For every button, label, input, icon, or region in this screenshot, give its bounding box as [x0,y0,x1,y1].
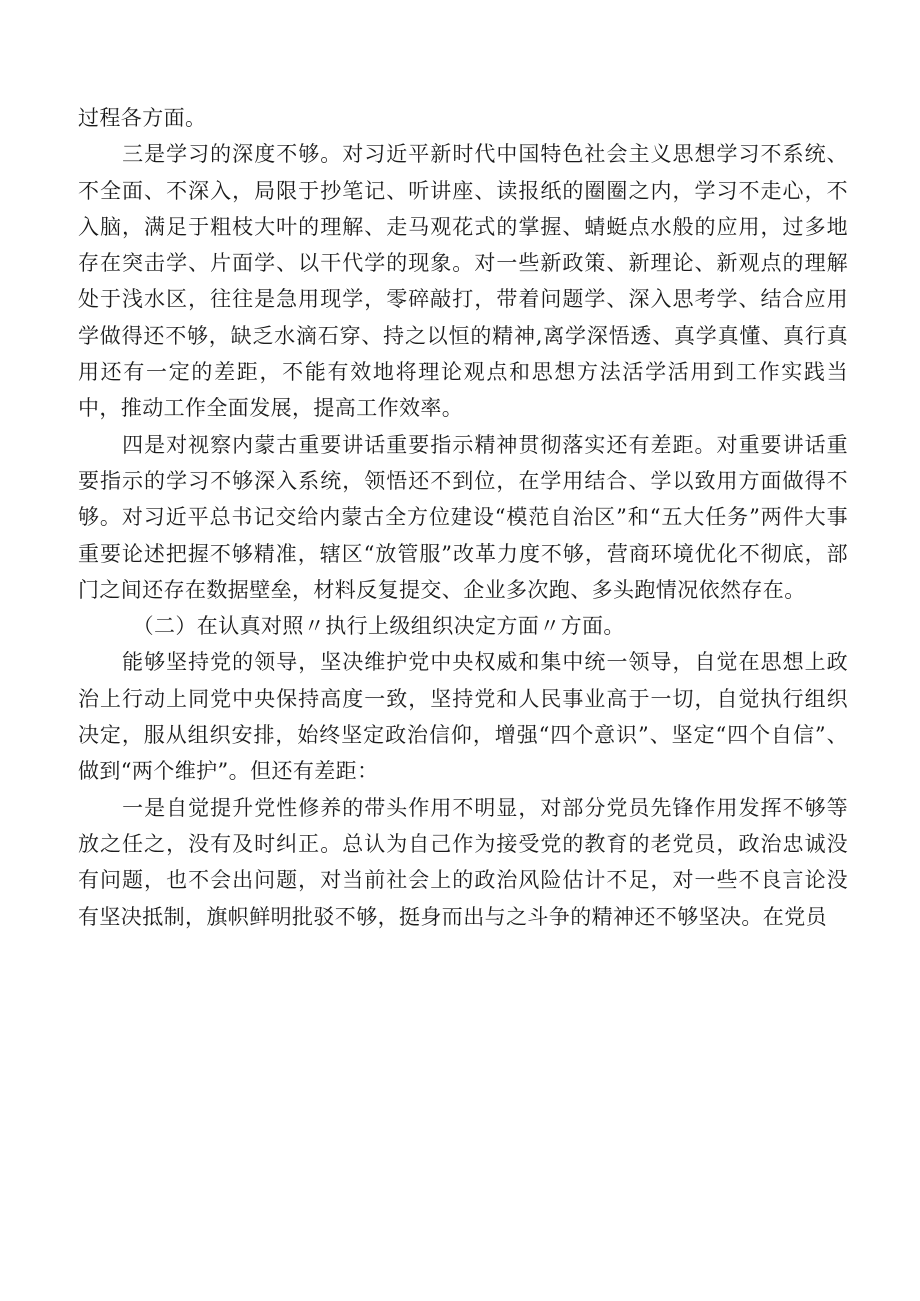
paragraph-inner-mongolia: 四是对视察内蒙古重要讲话重要指示精神贯彻落实还有差距。对重要讲话重要指示的学习不够深入系统，领悟还不到位，在学用结合、学以致用方面做得不够。对习近平总书记交给内蒙古全方位建设“模范自治区”和“五大任务”两件大事重要论述把握不够精准，辖区“放管服”改革力度不够，营商环境优化不彻底，部门之间还存在数据壁垒，材料反复提交、企业多次跑、多头跑情况依然存在。 [78,432,848,602]
section-heading-two: （二）在认真对照〃执行上级组织决定方面〃方面。 [132,614,625,639]
paragraph-continuation: 过程各方面。 [78,106,207,130]
paragraph-party-spirit: 一是自觉提升党性修养的带头作用不明显，对部分党员先锋作用发挥不够等放之任之，没有及时纠正。总认为自己作为接受党的教育的老党员，政治忠诚没有问题，也不会出问题，对当前社会上的政治风险估计不足，对一些不良言论没有坚决抵制，旗帜鲜明批驳不够，挺身而出与之斗争的精神还不够坚决。在党员 [78,795,848,929]
paragraph-study-depth: 三是学习的深度不够。对习近平新时代中国特色社会主义思想学习不系统、不全面、不深入，局限于抄笔记、听讲座、读报纸的圈圈之内，学习不走心，不入脑，满足于粗枝大叶的理解、走马观花式的掌握、蜻蜓点水般的应用，过多地存在突击学、片面学、以干代学的现象。对一些新政策、新理论、新观点的理解处于浅水区，往往是急用现学，零碎敲打，带着问题学、深入思考学、结合应用学做得还不够，缺乏水滴石穿、持之以恒的精神,离学深悟透、真学真懂、真行真用还有一定的差距，不能有效地将理论观点和思想方法活学活用到工作实践当中，推动工作全面发展，提高工作效率。 [78,142,848,421]
document-page [78,100,848,935]
paragraph-party-leadership: 能够坚持党的领导，坚决维护党中央权威和集中统一领导，自觉在思想上政治上行动上同党中央保持高度一致，坚持党和人民事业高于一切，自觉执行组织决定，服从组织安排，始终坚定政治信仰，增强“四个意识”、坚定“四个自信”、做到“两个维护”。但还有差距： [78,650,848,784]
